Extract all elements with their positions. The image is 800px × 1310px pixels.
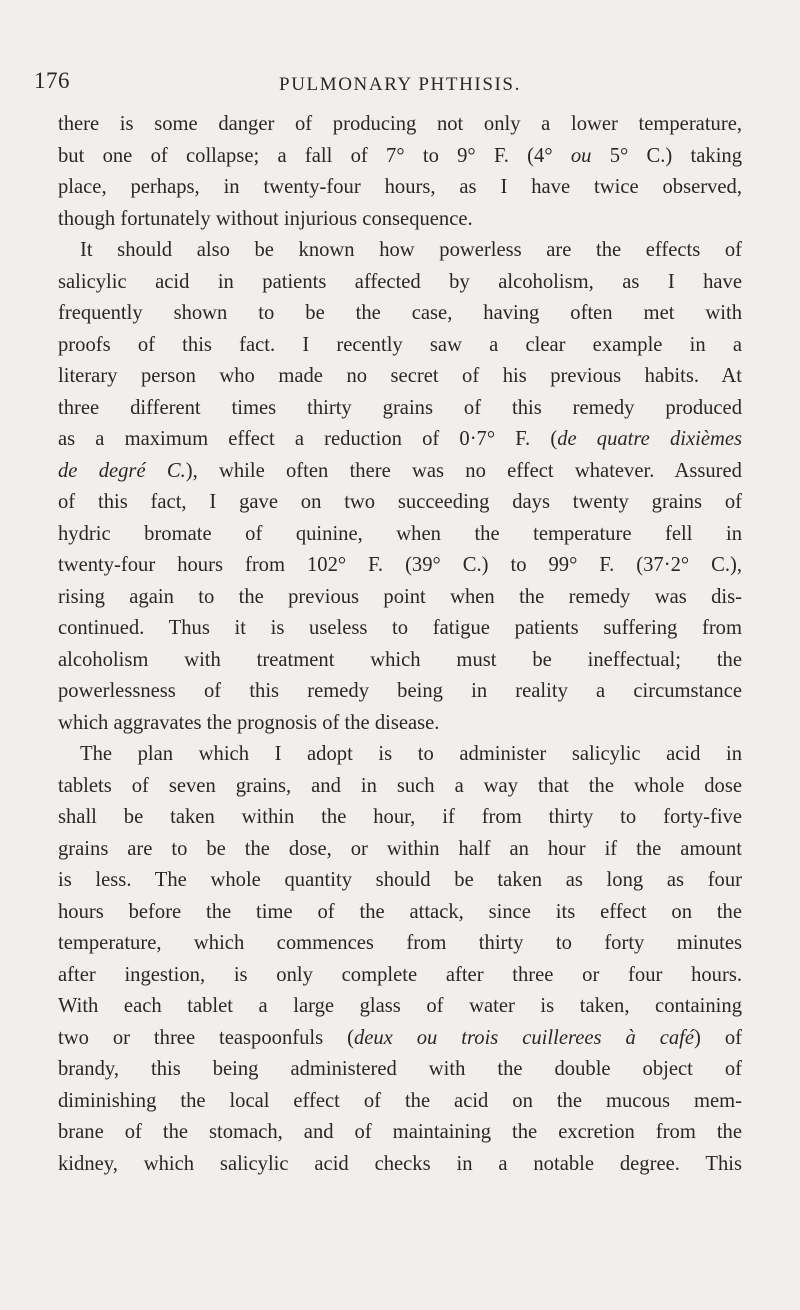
- text-line: diminishing the local effect of the acid on the mucous mem-: [58, 1089, 742, 1112]
- text-line: continued. Thus it is useless to fatigue patients suffering from: [58, 617, 742, 639]
- text-line: but one of collapse; a fall of 7° to 9° F. (4° ou 5° C.) taking: [58, 144, 743, 167]
- text-line: two or three teaspoonfuls (deux ou trois cuillerees à café) of: [58, 1026, 742, 1049]
- text-line: hydric bromate of quinine, when the temperature fell in: [58, 522, 742, 545]
- text-line: of this fact, I gave on two succeeding days twenty grains of: [58, 491, 742, 513]
- text-line: alcoholism with treatment which must be ineffectual; the: [58, 648, 742, 671]
- text-line: which aggravates the prognosis of the disease.: [58, 711, 440, 734]
- text-line: grains are to be the dose, or within half an hour if the amount: [58, 837, 742, 860]
- text-line: powerlessness of this remedy being in reality a circumstance: [58, 680, 742, 702]
- text-line: though fortunately without injurious consequence.: [58, 207, 473, 230]
- text-line: hours before the time of the attack, since its effect on the: [58, 900, 742, 923]
- text-line: proofs of this fact. I recently saw a clear example in a: [58, 333, 742, 356]
- text-line: is less. The whole quantity should be taken as long as four: [58, 869, 742, 891]
- text-line: there is some danger of producing not only a lower temperature,: [58, 113, 742, 135]
- text-line: twenty-four hours from 102° F. (39° C.) to 99° F. (37·2° C.),: [58, 554, 742, 576]
- text-line: three different times thirty grains of this remedy produced: [58, 396, 742, 419]
- text-line: after ingestion, is only complete after three or four hours.: [58, 963, 742, 986]
- text-line: brane of the stomach, and of maintaining the excretion from the: [58, 1121, 742, 1143]
- text-line: as a maximum effect a reduction of 0·7° F. (de quatre dixièmes: [58, 428, 742, 450]
- paragraph-start-line: It should also be known how powerless are the effects of: [80, 239, 742, 261]
- text-line: salicylic acid in patients affected by alcoholism, as I have: [58, 270, 742, 293]
- text-line: rising again to the previous point when the remedy was dis-: [58, 585, 742, 608]
- text-line: brandy, this being administered with the double object of: [58, 1058, 742, 1080]
- text-line: frequently shown to be the case, having often met with: [58, 302, 742, 324]
- paragraph-start-line: The plan which I adopt is to administer salicylic acid in: [80, 743, 742, 765]
- text-line: kidney, which salicylic acid checks in a notable degree. This: [58, 1152, 742, 1175]
- text-line: tablets of seven grains, and in such a way that the whole dose: [58, 774, 742, 797]
- running-title: PULMONARY PHTHISIS.: [279, 74, 521, 95]
- text-line: place, perhaps, in twenty-four hours, as I have twice observed,: [58, 176, 742, 198]
- text-line: With each tablet a large glass of water is taken, containing: [58, 995, 742, 1017]
- text-line: de degré C.), while often there was no effect whatever. Assured: [58, 459, 742, 482]
- text-line: shall be taken within the hour, if from thirty to forty-five: [58, 806, 742, 828]
- page-number: 176: [34, 68, 70, 93]
- text-line: literary person who made no secret of his previous habits. At: [58, 365, 742, 387]
- body-text: [58, 109, 742, 1180]
- text-line: temperature, which commences from thirty to forty minutes: [58, 932, 742, 954]
